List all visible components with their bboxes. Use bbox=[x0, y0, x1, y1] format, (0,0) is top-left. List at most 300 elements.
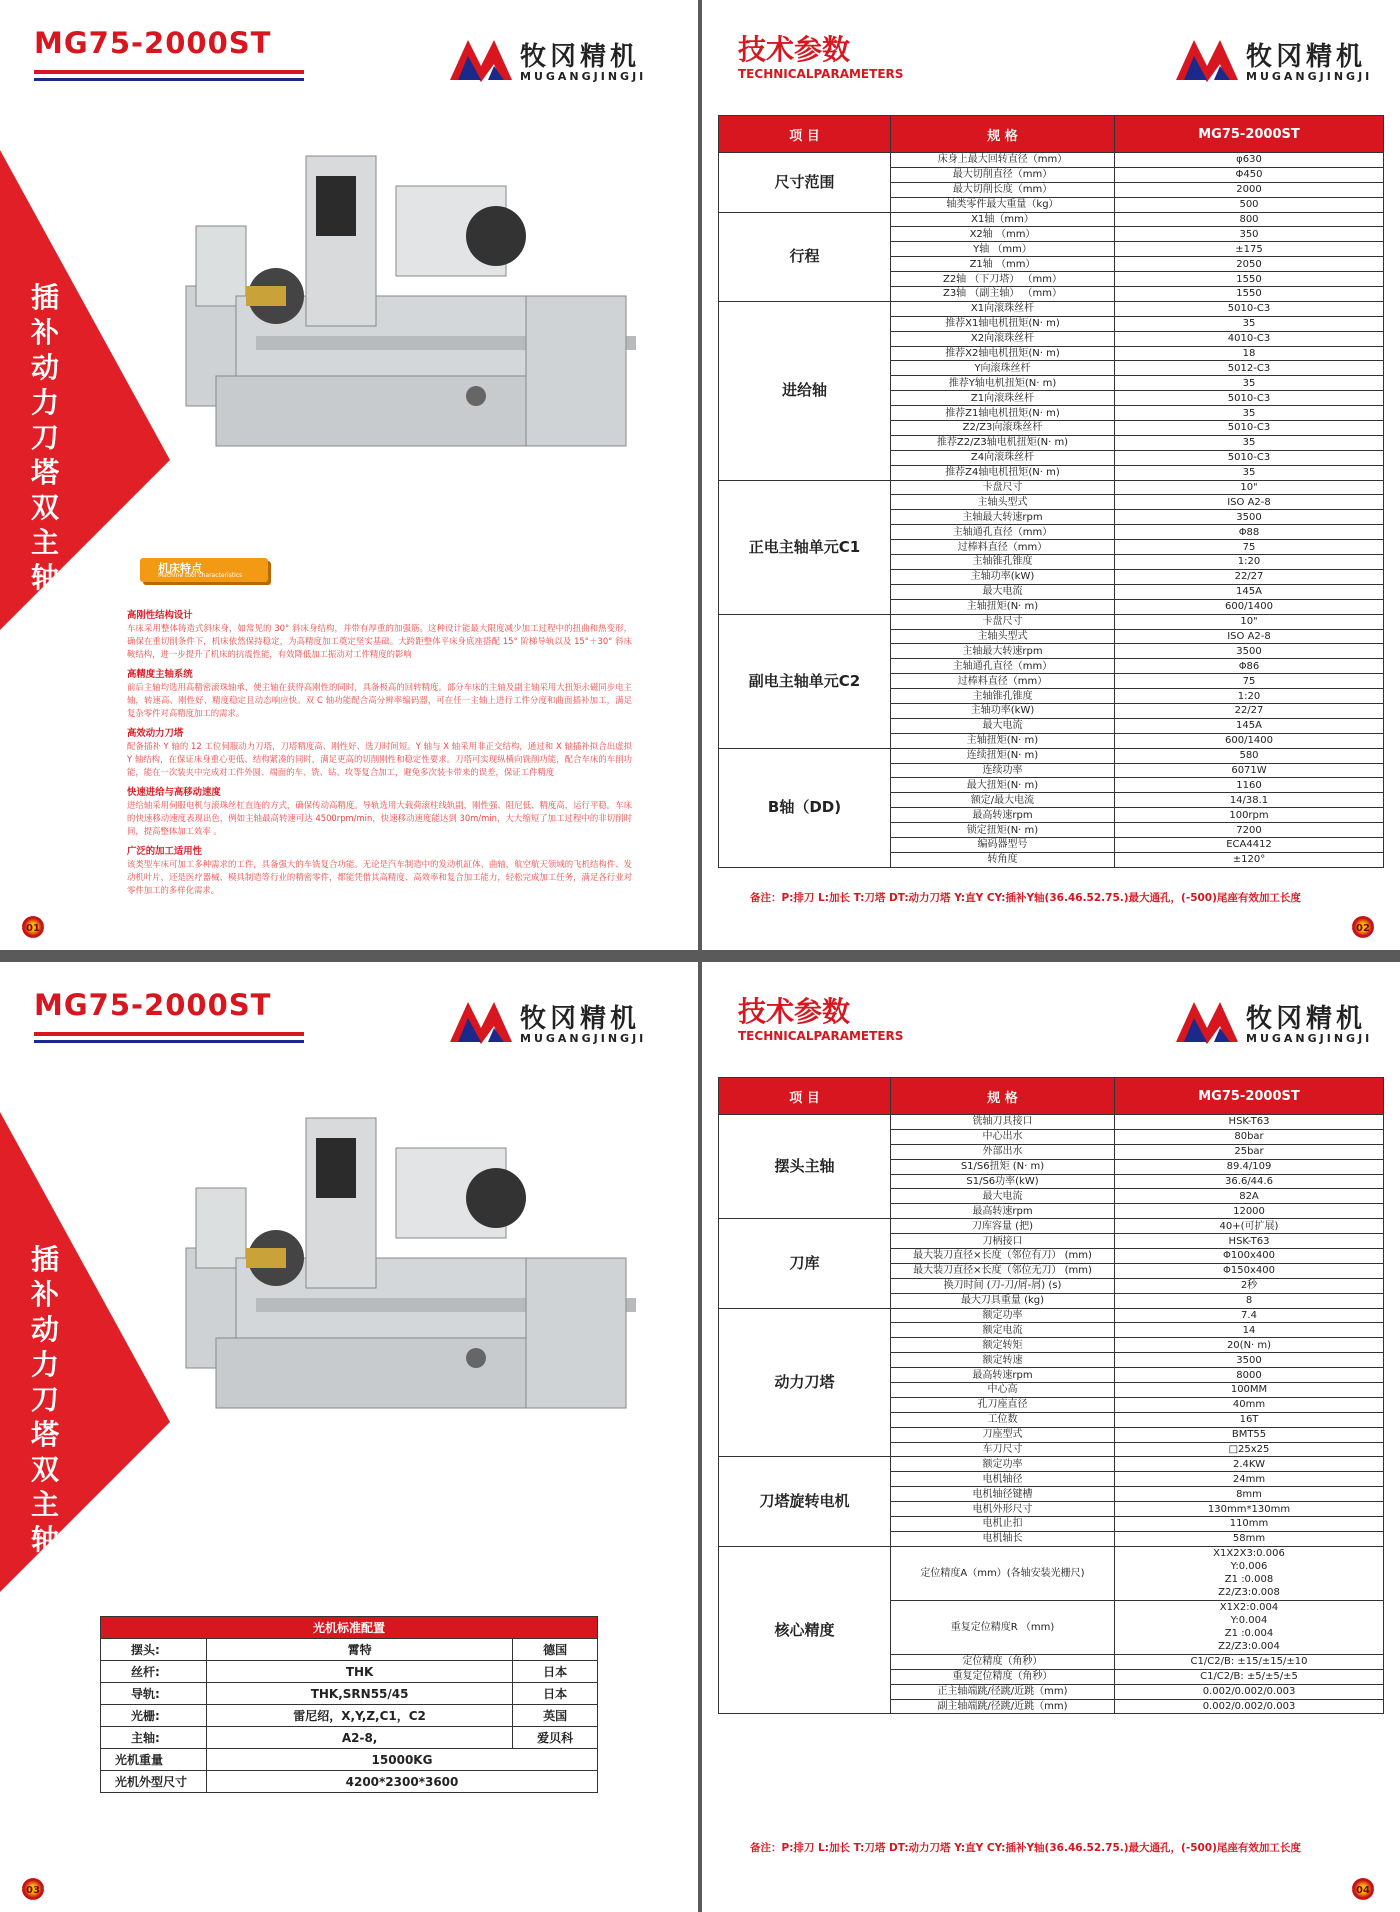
param-name: 连续功率 bbox=[891, 763, 1115, 778]
table-row bbox=[719, 1219, 1384, 1234]
header-item: 项 目 bbox=[719, 1078, 891, 1115]
param-value: 18 bbox=[1115, 346, 1384, 361]
group-cell: 尺寸范围 bbox=[719, 153, 891, 213]
page-number: 02 bbox=[1352, 916, 1374, 938]
param-value: 130mm*130mm bbox=[1115, 1502, 1384, 1517]
param-value: 1:20 bbox=[1115, 689, 1384, 704]
vertical-title-char: 补 bbox=[30, 316, 59, 349]
param-name: 推荐Z2/Z3轴电机扭矩(N· m) bbox=[891, 435, 1115, 450]
param-value: 350 bbox=[1115, 227, 1384, 242]
logo-mark-icon bbox=[448, 36, 514, 82]
param-value: 4010-C3 bbox=[1115, 331, 1384, 346]
param-value: 40mm bbox=[1115, 1397, 1384, 1412]
header-model: MG75-2000ST bbox=[1115, 1078, 1384, 1115]
param-name: 推荐X2轴电机扭矩(N· m) bbox=[891, 346, 1115, 361]
model-name: MG75-2000ST bbox=[34, 26, 272, 60]
param-value: 75 bbox=[1115, 540, 1384, 555]
param-name: 电机轴径键槽 bbox=[891, 1487, 1115, 1502]
config-origin: 英国 bbox=[513, 1705, 598, 1727]
param-value: ±175 bbox=[1115, 242, 1384, 257]
table-note: 备注：P:排刀 L:加长 T:刀塔 DT:动力刀塔 Y:直Y CY:插补Y轴(36.46.52.75.)最大通孔，(-500)尾座有效加工长度 bbox=[750, 1842, 1301, 1854]
param-value: 580 bbox=[1115, 748, 1384, 763]
config-label: 导轨: bbox=[101, 1683, 207, 1705]
param-name: 最大刀具重量 (kg) bbox=[891, 1293, 1115, 1308]
param-value: 8000 bbox=[1115, 1368, 1384, 1383]
param-value: 5012-C3 bbox=[1115, 361, 1384, 376]
group-cell: 副电主轴单元C2 bbox=[719, 614, 891, 748]
param-value: 600/1400 bbox=[1115, 599, 1384, 614]
param-name: 额定功率 bbox=[891, 1308, 1115, 1323]
param-name: 主轴通孔直径（mm） bbox=[891, 659, 1115, 674]
group-cell: 核心精度 bbox=[719, 1546, 891, 1714]
header-spec: 规 格 bbox=[891, 1078, 1115, 1115]
param-name: 轴类零件最大重量（kg） bbox=[891, 197, 1115, 212]
param-name: S1/S6功率(kW) bbox=[891, 1174, 1115, 1189]
param-value: 2.4KW bbox=[1115, 1457, 1384, 1472]
param-name: 重复定位精度（角秒） bbox=[891, 1669, 1115, 1684]
section-title: 技术参数 bbox=[738, 33, 851, 66]
table-row bbox=[719, 212, 1384, 227]
vertical-title-char: 车 bbox=[30, 1558, 59, 1591]
brochure-page-3 bbox=[0, 962, 698, 1912]
config-row bbox=[101, 1705, 598, 1727]
vertical-title-char: 插 bbox=[30, 281, 59, 314]
table-row bbox=[719, 1115, 1384, 1130]
param-name: 过棒料直径（mm） bbox=[891, 540, 1115, 555]
vertical-title-char: 双 bbox=[30, 491, 59, 524]
param-name: 额定转矩 bbox=[891, 1338, 1115, 1353]
config-brand: THK bbox=[207, 1661, 513, 1683]
group-cell: B轴（DD) bbox=[719, 748, 891, 867]
param-value: Φ88 bbox=[1115, 525, 1384, 540]
vertical-title-char: 动 bbox=[30, 1313, 59, 1346]
config-row bbox=[101, 1661, 598, 1683]
table-row bbox=[719, 1457, 1384, 1472]
param-value: 14 bbox=[1115, 1323, 1384, 1338]
config-brand: A2-8, bbox=[207, 1727, 513, 1749]
param-name: S1/S6扭矩 (N· m) bbox=[891, 1159, 1115, 1174]
brand-name-cn: 牧冈精机 bbox=[1246, 42, 1367, 72]
config-label: 光栅: bbox=[101, 1705, 207, 1727]
group-cell: 行程 bbox=[719, 212, 891, 301]
param-value: 5010-C3 bbox=[1115, 421, 1384, 436]
param-name: Y轴 （mm） bbox=[891, 242, 1115, 257]
divider bbox=[34, 1040, 304, 1043]
divider bbox=[34, 78, 304, 81]
vertical-title-char: 铣 bbox=[30, 1593, 59, 1626]
logo-mark-icon bbox=[1174, 998, 1240, 1044]
feature-text: 配备插补 Y 轴的 12 工位伺服动力刀塔，刀塔精度高、刚性好、选刀时间短。Y 轴与 X 轴采用非正交结构，通过和 X 轴插补拟合出虚拟 Y 轴结构，在保证床身重心更低、结构紧凑的同时，满足更高的切削刚性和稳定性要求。刀塔可实现纵横向铣削功能，配合车床的车削功能，能在一次装夹中完成对工件外圆、端面的车、铣、钻、攻等复合加工，避免多次装卡带来的误差，保证工件精度 bbox=[127, 741, 632, 777]
param-name: X2轴 （mm） bbox=[891, 227, 1115, 242]
param-name: 外部出水 bbox=[891, 1144, 1115, 1159]
config-row bbox=[101, 1749, 598, 1771]
param-value: X1X2X3:0.006 Y:0.006 Z1 :0.008 Z2/Z3:0.008 bbox=[1115, 1546, 1384, 1600]
section-subtitle: TECHNICALPARAMETERS bbox=[738, 67, 904, 81]
param-name: 主轴锥孔锥度 bbox=[891, 555, 1115, 570]
param-value: 6071W bbox=[1115, 763, 1384, 778]
param-value: 22/27 bbox=[1115, 703, 1384, 718]
model-name: MG75-2000ST bbox=[34, 988, 272, 1022]
param-value: 8 bbox=[1115, 1293, 1384, 1308]
param-name: 连续扭矩(N· m) bbox=[891, 748, 1115, 763]
param-name: 电机止扣 bbox=[891, 1517, 1115, 1532]
feature-text: 进给轴采用伺服电机与滚珠丝杠直连的方式，确保传动高精度。导轨选用大载荷滚柱线轨副，刚性强、阻尼低、精度高，运行平稳。车床的快速移动速度表现出色，例如主轴最高转速可达 4500rpm/min，快速移动速度能达到 30m/min，大大缩短了加工过程中的非切削时间，提高整体加工效率 。 bbox=[127, 800, 632, 836]
table-note: 备注：P:排刀 L:加长 T:刀塔 DT:动力刀塔 Y:直Y CY:插补Y轴(36.46.52.75.)最大通孔，(-500)尾座有效加工长度 bbox=[750, 892, 1301, 904]
param-name: 电机轴径 bbox=[891, 1472, 1115, 1487]
param-name: 电机外形尺寸 bbox=[891, 1502, 1115, 1517]
param-name: 换刀时间 (刀-刀/屑-屑) (s) bbox=[891, 1278, 1115, 1293]
param-name: 推荐Y轴电机扭矩(N· m) bbox=[891, 376, 1115, 391]
feature-text: 该类型车床可加工多种需求的工件，具备强大的车铣复合功能。无论是汽车制造中的发动机缸体、曲轴，航空航天领域的飞机结构件、发动机叶片，还是医疗器械、模具制造等行业的精密零件，都能凭借其高精度、高效率和复合加工能力，轻松完成加工任务，满足各行业对零件加工的多样化需求。 bbox=[127, 859, 632, 895]
brand-logo bbox=[1174, 36, 1374, 86]
param-name: 主轴通孔直径（mm） bbox=[891, 525, 1115, 540]
vertical-title-char: 力 bbox=[30, 1348, 59, 1381]
config-label: 光机重量 bbox=[101, 1749, 207, 1771]
vertical-title-char: 插 bbox=[30, 1243, 59, 1276]
param-name: 中心高 bbox=[891, 1383, 1115, 1398]
feature-heading: 快速进给与高移动速度 bbox=[127, 787, 221, 798]
vertical-title-char: 铣 bbox=[30, 631, 59, 664]
brand-name-en: MUGANGJINGJI bbox=[520, 70, 647, 83]
param-value: ISO A2-8 bbox=[1115, 629, 1384, 644]
param-value: 20(N· m) bbox=[1115, 1338, 1384, 1353]
param-value: 35 bbox=[1115, 435, 1384, 450]
table-row bbox=[719, 153, 1384, 168]
param-name: 刀座型式 bbox=[891, 1427, 1115, 1442]
param-name: 最大扭矩(N· m) bbox=[891, 778, 1115, 793]
param-value: 80bar bbox=[1115, 1129, 1384, 1144]
param-name: Z1轴 （mm） bbox=[891, 257, 1115, 272]
param-name: X2向滚珠丝杆 bbox=[891, 331, 1115, 346]
brand-name-en: MUGANGJINGJI bbox=[1246, 70, 1373, 83]
param-name: 转角度 bbox=[891, 852, 1115, 867]
brochure-page-1 bbox=[0, 0, 698, 950]
vertical-title-char: 双 bbox=[30, 1453, 59, 1486]
param-value: 35 bbox=[1115, 376, 1384, 391]
param-name: Y向滚珠丝杆 bbox=[891, 361, 1115, 376]
param-value: Φ86 bbox=[1115, 659, 1384, 674]
param-value: 5010-C3 bbox=[1115, 450, 1384, 465]
param-name: Z2/Z3向滚珠丝杆 bbox=[891, 421, 1115, 436]
param-name: 主轴最大转速rpm bbox=[891, 510, 1115, 525]
param-name: 最大切削直径（mm） bbox=[891, 167, 1115, 182]
param-name: 正主轴端跳/径跳/近跳（mm) bbox=[891, 1684, 1115, 1699]
brand-logo bbox=[1174, 998, 1374, 1048]
param-value: X1X2:0.004 Y:0.004 Z1 :0.004 Z2/Z3:0.004 bbox=[1115, 1600, 1384, 1654]
param-value: 24mm bbox=[1115, 1472, 1384, 1487]
param-name: 主轴功率(kW) bbox=[891, 703, 1115, 718]
param-value: Φ450 bbox=[1115, 167, 1384, 182]
group-cell: 进给轴 bbox=[719, 301, 891, 480]
divider bbox=[34, 70, 304, 74]
spec-table bbox=[718, 1077, 1384, 1714]
group-cell: 正电主轴单元C1 bbox=[719, 480, 891, 614]
param-name: Z1向滚珠丝杆 bbox=[891, 391, 1115, 406]
param-value: 3500 bbox=[1115, 1353, 1384, 1368]
param-value: 600/1400 bbox=[1115, 733, 1384, 748]
param-value: 2000 bbox=[1115, 182, 1384, 197]
vertical-title-char: 车 bbox=[30, 596, 59, 629]
param-value: HSK-T63 bbox=[1115, 1234, 1384, 1249]
param-value: 1160 bbox=[1115, 778, 1384, 793]
config-origin: 日本 bbox=[513, 1661, 598, 1683]
param-value: 89.4/109 bbox=[1115, 1159, 1384, 1174]
param-value: 36.6/44.6 bbox=[1115, 1174, 1384, 1189]
feature-heading: 广泛的加工适用性 bbox=[127, 846, 203, 857]
logo-mark-icon bbox=[1174, 36, 1240, 82]
param-name: 卡盘尺寸 bbox=[891, 480, 1115, 495]
config-table bbox=[100, 1616, 598, 1793]
group-cell: 刀库 bbox=[719, 1219, 891, 1308]
features-tag-en: Machine tool characteristics bbox=[158, 572, 243, 579]
param-name: Z4向滚珠丝杆 bbox=[891, 450, 1115, 465]
param-value: 25bar bbox=[1115, 1144, 1384, 1159]
param-value: C1/C2/B: ±15/±15/±10 bbox=[1115, 1654, 1384, 1669]
param-value: HSK-T63 bbox=[1115, 1115, 1384, 1130]
param-value: □25x25 bbox=[1115, 1442, 1384, 1457]
param-name: 铣轴刀具接口 bbox=[891, 1115, 1115, 1130]
group-cell: 动力刀塔 bbox=[719, 1308, 891, 1457]
config-origin: 日本 bbox=[513, 1683, 598, 1705]
param-value: 2050 bbox=[1115, 257, 1384, 272]
vertical-title-char: 刀 bbox=[30, 421, 59, 454]
param-value: 110mm bbox=[1115, 1517, 1384, 1532]
param-name: 最大装刀直径×长度（邻位有刀） (mm) bbox=[891, 1249, 1115, 1264]
param-value: 1550 bbox=[1115, 287, 1384, 302]
param-value: 10" bbox=[1115, 614, 1384, 629]
param-name: 刀库容量 (把) bbox=[891, 1219, 1115, 1234]
features-list bbox=[127, 602, 632, 897]
table-row bbox=[719, 301, 1384, 316]
param-name: 工位数 bbox=[891, 1412, 1115, 1427]
config-label: 丝杆: bbox=[101, 1661, 207, 1683]
table-row bbox=[719, 1308, 1384, 1323]
machine-image bbox=[176, 136, 646, 466]
page-number: 03 bbox=[22, 1878, 44, 1900]
section-title: 技术参数 bbox=[738, 995, 851, 1028]
table-row bbox=[719, 1546, 1384, 1600]
param-name: 主轴功率(kW) bbox=[891, 569, 1115, 584]
machine-image bbox=[176, 1098, 646, 1428]
param-name: 卡盘尺寸 bbox=[891, 614, 1115, 629]
page-number: 04 bbox=[1352, 1878, 1374, 1900]
param-name: 推荐X1轴电机扭矩(N· m) bbox=[891, 316, 1115, 331]
config-label: 摆头: bbox=[101, 1639, 207, 1661]
param-name: X1轴（mm） bbox=[891, 212, 1115, 227]
brand-name-cn: 牧冈精机 bbox=[520, 42, 641, 72]
vertical-title-char: 补 bbox=[30, 1278, 59, 1311]
vertical-title-char: 轴 bbox=[30, 1523, 59, 1556]
param-value: 145A bbox=[1115, 718, 1384, 733]
param-value: 10" bbox=[1115, 480, 1384, 495]
feature-heading: 高刚性结构设计 bbox=[127, 610, 193, 621]
param-value: 145A bbox=[1115, 584, 1384, 599]
config-brand: 霄特 bbox=[207, 1639, 513, 1661]
param-value: 3500 bbox=[1115, 510, 1384, 525]
param-value: 1:20 bbox=[1115, 555, 1384, 570]
header-model: MG75-2000ST bbox=[1115, 116, 1384, 153]
param-name: 额定转速 bbox=[891, 1353, 1115, 1368]
param-value: 3500 bbox=[1115, 644, 1384, 659]
param-name: 额定电流 bbox=[891, 1323, 1115, 1338]
param-name: 中心出水 bbox=[891, 1129, 1115, 1144]
param-value: 58mm bbox=[1115, 1531, 1384, 1546]
param-name: Z3轴 （副主轴） （mm） bbox=[891, 287, 1115, 302]
brand-name-cn: 牧冈精机 bbox=[520, 1004, 641, 1034]
param-value: 500 bbox=[1115, 197, 1384, 212]
vertical-title bbox=[22, 1242, 68, 1627]
param-name: X1向滚珠丝杆 bbox=[891, 301, 1115, 316]
param-value: 14/38.1 bbox=[1115, 793, 1384, 808]
brand-name-en: MUGANGJINGJI bbox=[520, 1032, 647, 1045]
param-name: 推荐Z4轴电机扭矩(N· m) bbox=[891, 465, 1115, 480]
param-value: 1550 bbox=[1115, 272, 1384, 287]
param-name: 定位精度A（mm）(各轴安装光栅尺) bbox=[891, 1546, 1115, 1600]
param-value: ±120° bbox=[1115, 852, 1384, 867]
param-value: 100MM bbox=[1115, 1383, 1384, 1398]
param-value: 100rpm bbox=[1115, 808, 1384, 823]
section-subtitle: TECHNICALPARAMETERS bbox=[738, 1029, 904, 1043]
param-name: 最大电流 bbox=[891, 584, 1115, 599]
config-value: 4200*2300*3600 bbox=[207, 1771, 598, 1793]
config-row bbox=[101, 1771, 598, 1793]
param-value: 35 bbox=[1115, 406, 1384, 421]
config-origin: 德国 bbox=[513, 1639, 598, 1661]
brochure-page-4 bbox=[702, 962, 1400, 1912]
param-value: ISO A2-8 bbox=[1115, 495, 1384, 510]
param-value: BMT55 bbox=[1115, 1427, 1384, 1442]
param-name: 电机轴长 bbox=[891, 1531, 1115, 1546]
spec-table bbox=[718, 115, 1384, 868]
param-value: C1/C2/B: ±5/±5/±5 bbox=[1115, 1669, 1384, 1684]
param-value: 16T bbox=[1115, 1412, 1384, 1427]
param-value: 8mm bbox=[1115, 1487, 1384, 1502]
param-name: Z2轴 （下刀塔） （mm） bbox=[891, 272, 1115, 287]
param-value: 0.002/0.002/0.003 bbox=[1115, 1699, 1384, 1714]
param-value: 7.4 bbox=[1115, 1308, 1384, 1323]
param-name: 定位精度（角秒） bbox=[891, 1654, 1115, 1669]
config-title: 光机标准配置 bbox=[101, 1617, 598, 1639]
features-tag bbox=[140, 558, 268, 582]
param-value: 40+(可扩展) bbox=[1115, 1219, 1384, 1234]
feature-heading: 高效动力刀塔 bbox=[127, 728, 184, 739]
param-name: 推荐Z1轴电机扭矩(N· m) bbox=[891, 406, 1115, 421]
group-cell: 摆头主轴 bbox=[719, 1115, 891, 1219]
param-value: 5010-C3 bbox=[1115, 301, 1384, 316]
vertical-title-char: 轴 bbox=[30, 561, 59, 594]
param-name: 主轴锥孔锥度 bbox=[891, 689, 1115, 704]
config-label: 光机外型尺寸 bbox=[101, 1771, 207, 1793]
param-name: 副主轴端跳/径跳/近跳（mm) bbox=[891, 1699, 1115, 1714]
param-name: 最大电流 bbox=[891, 718, 1115, 733]
param-name: 编码器型号 bbox=[891, 837, 1115, 852]
group-cell: 刀塔旋转电机 bbox=[719, 1457, 891, 1546]
param-value: 7200 bbox=[1115, 823, 1384, 838]
vertical-title-char: 塔 bbox=[30, 1418, 59, 1451]
param-name: 床身上最大回转直径（mm） bbox=[891, 153, 1115, 168]
param-value: ECA4412 bbox=[1115, 837, 1384, 852]
param-name: 最高转速rpm bbox=[891, 1204, 1115, 1219]
table-row bbox=[719, 614, 1384, 629]
feature-heading: 高精度主轴系统 bbox=[127, 669, 193, 680]
brand-logo bbox=[448, 998, 648, 1048]
vertical-title bbox=[22, 280, 68, 665]
config-row bbox=[101, 1727, 598, 1749]
vertical-title-char: 刀 bbox=[30, 1383, 59, 1416]
param-value: 22/27 bbox=[1115, 569, 1384, 584]
vertical-title-char: 动 bbox=[30, 351, 59, 384]
features-tag-cn: 机床特点 bbox=[158, 562, 202, 575]
vertical-title-char: 主 bbox=[30, 526, 59, 559]
header-spec: 规 格 bbox=[891, 116, 1115, 153]
config-row bbox=[101, 1639, 598, 1661]
param-name: 主轴扭矩(N· m) bbox=[891, 599, 1115, 614]
vertical-title-char: 主 bbox=[30, 1488, 59, 1521]
divider bbox=[34, 1032, 304, 1036]
brand-name-en: MUGANGJINGJI bbox=[1246, 1032, 1373, 1045]
logo-mark-icon bbox=[448, 998, 514, 1044]
param-name: 车刀尺寸 bbox=[891, 1442, 1115, 1457]
param-name: 刀柄接口 bbox=[891, 1234, 1115, 1249]
param-value: 5010-C3 bbox=[1115, 391, 1384, 406]
param-name: 最大切削长度（mm） bbox=[891, 182, 1115, 197]
config-label: 主轴: bbox=[101, 1727, 207, 1749]
header-item: 项 目 bbox=[719, 116, 891, 153]
config-value: 15000KG bbox=[207, 1749, 598, 1771]
param-value: 75 bbox=[1115, 674, 1384, 689]
param-name: 额定功率 bbox=[891, 1457, 1115, 1472]
vertical-title-char: 塔 bbox=[30, 456, 59, 489]
param-name: 最大装刀直径×长度（邻位无刀） (mm) bbox=[891, 1263, 1115, 1278]
param-value: 0.002/0.002/0.003 bbox=[1115, 1684, 1384, 1699]
feature-text: 前后主轴均选用高精密滚珠轴承，使主轴在获得高刚性的同时，具备极高的回转精度。部分车床的主轴及副主轴采用大扭矩永磁同步电主轴，转速高、刚性好、精度稳定且动态响应快。双 C 轴功能配合高分辨率编码器，可在任一主轴上进行工件分度和曲面插补加工，满足复杂零件对高精度加工的需求。 bbox=[127, 682, 632, 718]
config-row bbox=[101, 1683, 598, 1705]
param-name: 主轴头型式 bbox=[891, 629, 1115, 644]
param-value: φ630 bbox=[1115, 153, 1384, 168]
param-value: 35 bbox=[1115, 316, 1384, 331]
param-name: 最大电流 bbox=[891, 1189, 1115, 1204]
brochure-page-2 bbox=[702, 0, 1400, 950]
brand-logo bbox=[448, 36, 648, 86]
param-name: 锁定扭矩(N· m) bbox=[891, 823, 1115, 838]
param-name: 额定/最大电流 bbox=[891, 793, 1115, 808]
param-name: 过棒料直径（mm） bbox=[891, 674, 1115, 689]
param-name: 主轴最大转速rpm bbox=[891, 644, 1115, 659]
param-value: 12000 bbox=[1115, 1204, 1384, 1219]
param-name: 重复定位精度R （mm) bbox=[891, 1600, 1115, 1654]
table-row bbox=[719, 748, 1384, 763]
param-value: 800 bbox=[1115, 212, 1384, 227]
param-value: Φ150x400 bbox=[1115, 1263, 1384, 1278]
param-name: 主轴扭矩(N· m) bbox=[891, 733, 1115, 748]
feature-text: 车床采用整体铸造式斜床身，如常见的 30° 斜床身结构，并带有厚重的加强筋。这种设计能最大限度减少加工过程中的扭曲和热变形，确保在重切削条件下，机床依然保持稳定，为高精度加工奠定坚实基础。大跨距整体平床身底座搭配 15° 阶梯导轨以及 15°＋30° 斜床鞍结构，进一步提升了机床的抗震性能，有效降低加工振动对工件精度的影响 bbox=[127, 623, 632, 659]
param-name: 最高转速rpm bbox=[891, 808, 1115, 823]
page-number: 01 bbox=[22, 916, 44, 938]
param-value: 82A bbox=[1115, 1189, 1384, 1204]
brand-name-cn: 牧冈精机 bbox=[1246, 1004, 1367, 1034]
param-name: 主轴头型式 bbox=[891, 495, 1115, 510]
param-value: 2秒 bbox=[1115, 1278, 1384, 1293]
config-brand: THK,SRN55/45 bbox=[207, 1683, 513, 1705]
config-origin: 爱贝科 bbox=[513, 1727, 598, 1749]
param-name: 最高转速rpm bbox=[891, 1368, 1115, 1383]
table-row bbox=[719, 480, 1384, 495]
param-value: 35 bbox=[1115, 465, 1384, 480]
param-value: Φ100x400 bbox=[1115, 1249, 1384, 1264]
vertical-title-char: 力 bbox=[30, 386, 59, 419]
config-brand: 雷尼绍，X,Y,Z,C1，C2 bbox=[207, 1705, 513, 1727]
param-name: 孔刀座直径 bbox=[891, 1397, 1115, 1412]
